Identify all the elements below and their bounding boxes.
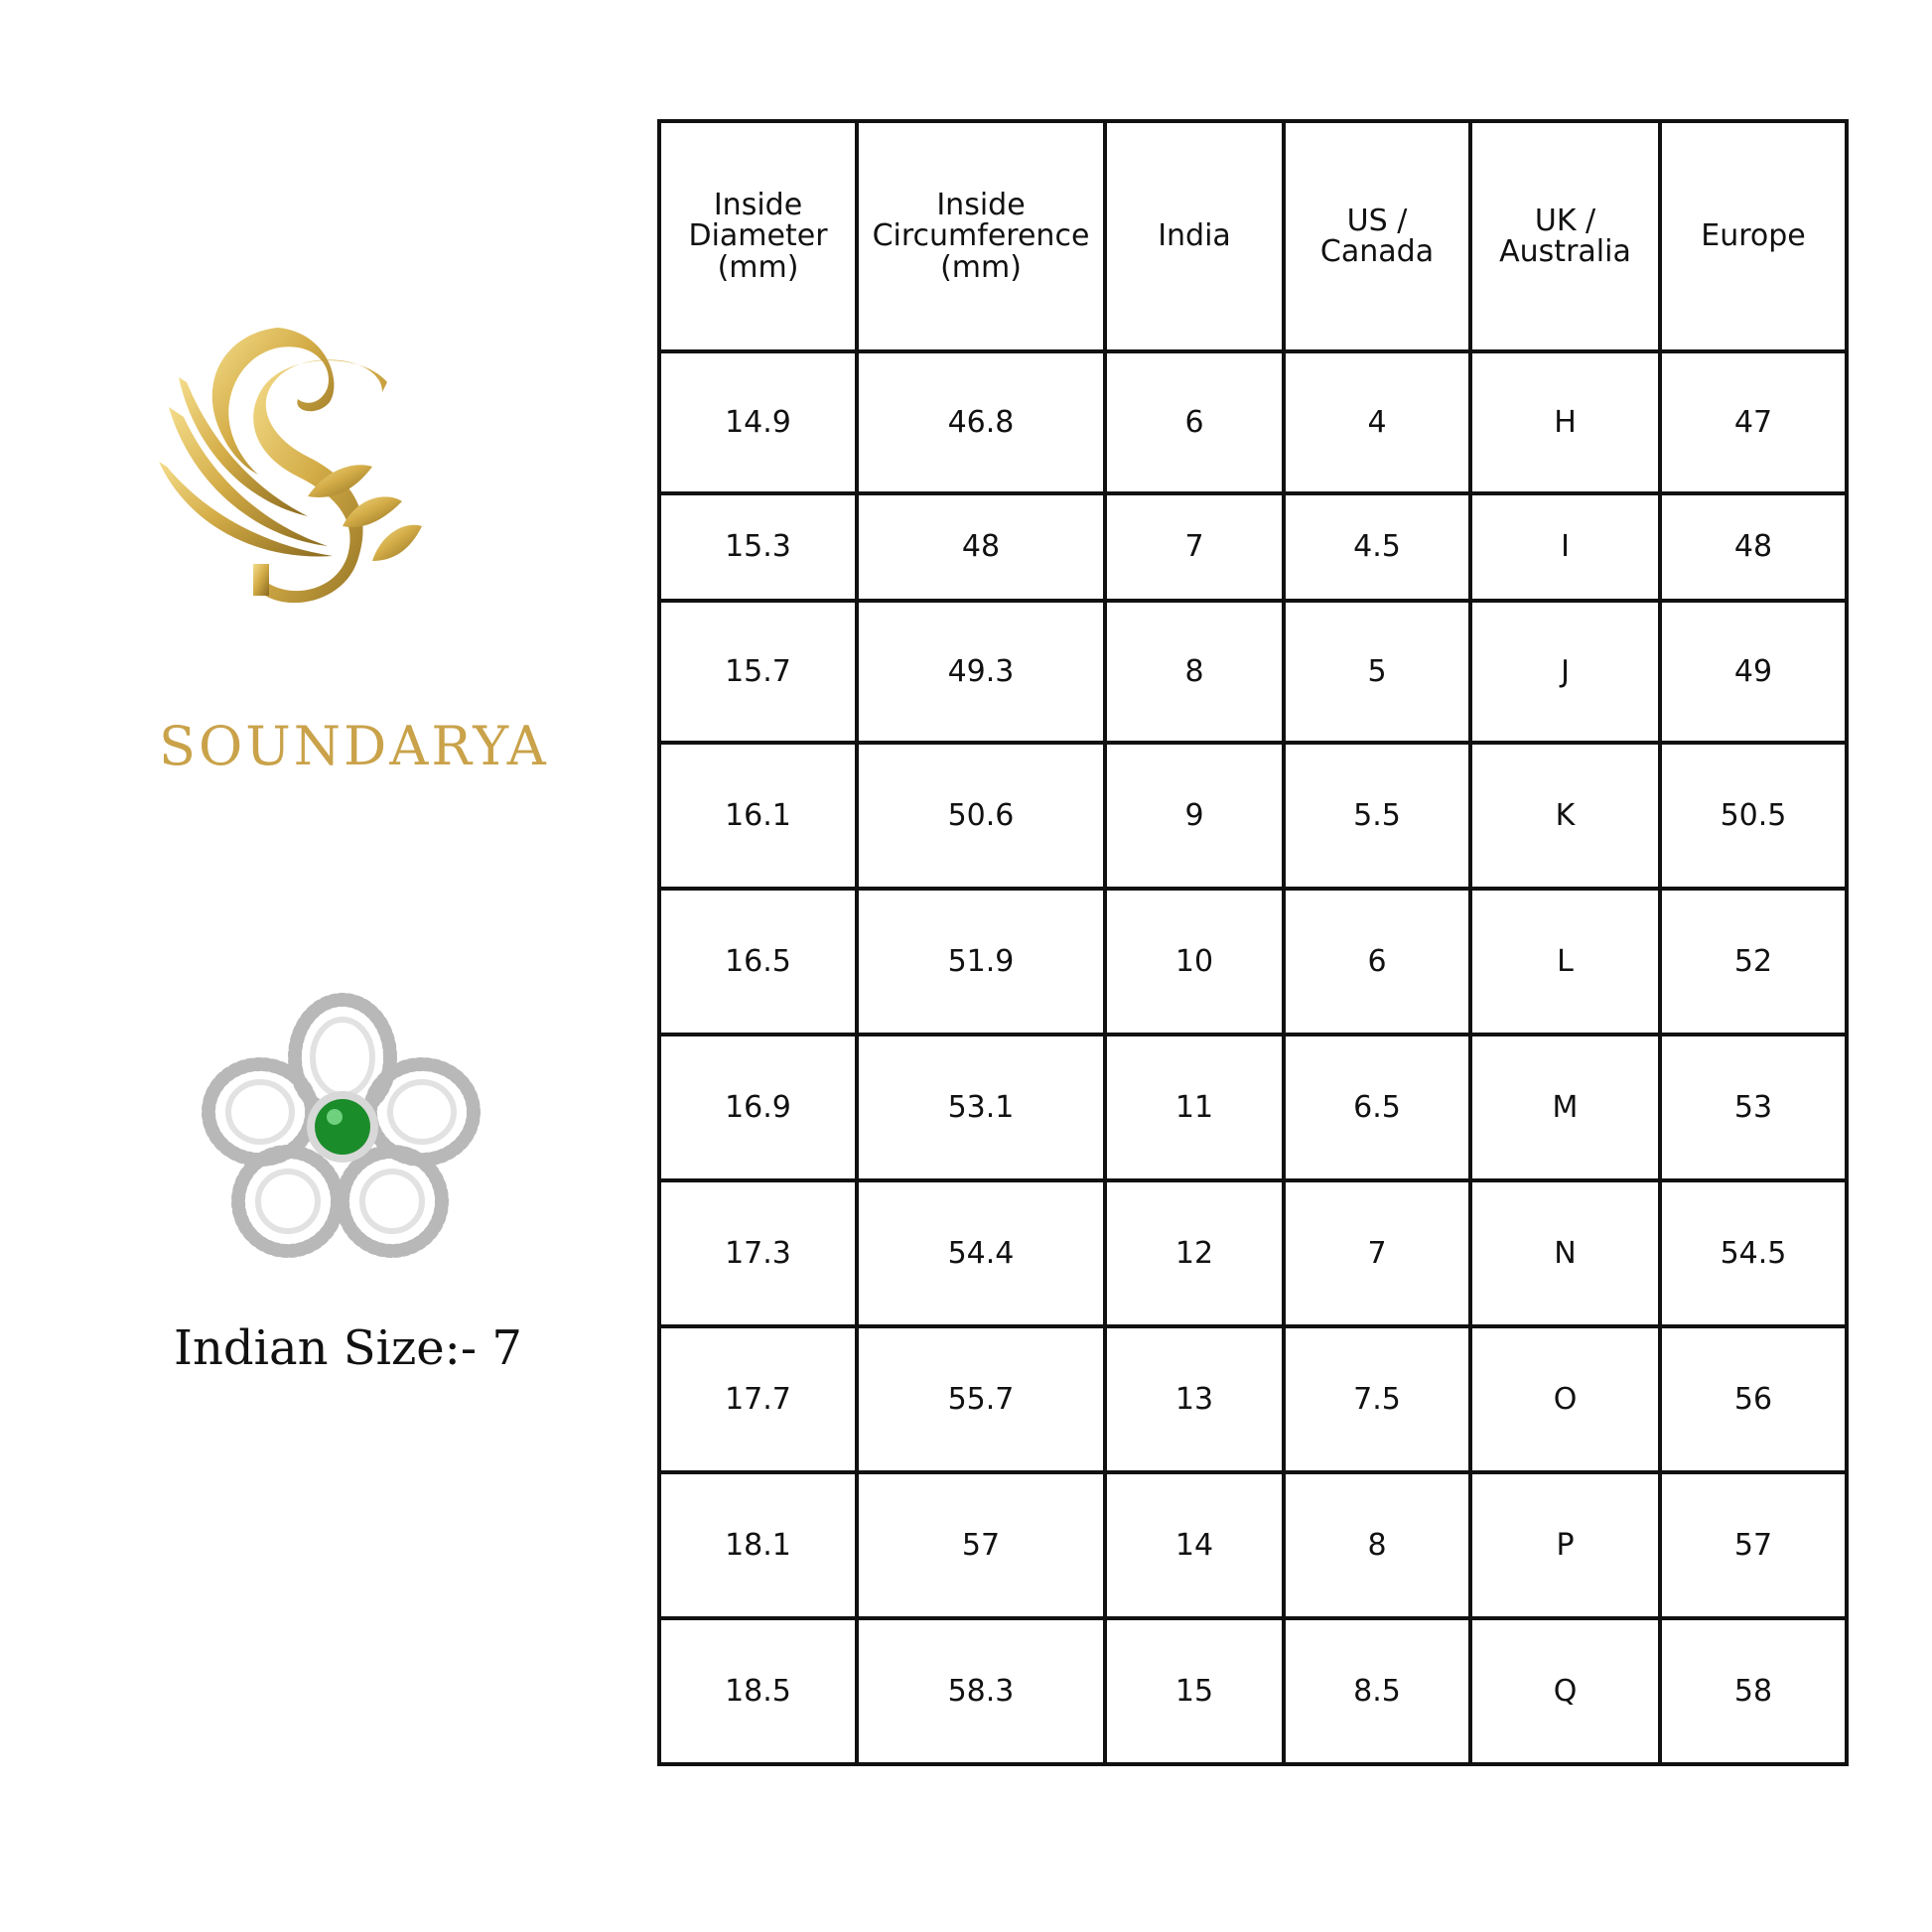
cell: 50.6	[857, 743, 1105, 889]
cell: 58.3	[857, 1618, 1105, 1764]
ring-image	[199, 988, 486, 1271]
header-inside-diameter: Inside Diameter (mm)	[659, 121, 857, 351]
cell: 18.5	[659, 1618, 857, 1764]
cell: 8	[1105, 601, 1284, 743]
cell: 16.1	[659, 743, 857, 889]
cell: 4	[1284, 351, 1470, 493]
cell: 5	[1284, 601, 1470, 743]
emerald-stone	[315, 1099, 370, 1155]
header-inside-circumference: Inside Circumference (mm)	[857, 121, 1105, 351]
table-header-row	[659, 121, 1847, 351]
header-uk-australia: UK / Australia	[1470, 121, 1660, 351]
table-row	[659, 1326, 1847, 1472]
table-row	[659, 889, 1847, 1035]
cell: 6	[1105, 351, 1284, 493]
cell: 54.5	[1660, 1180, 1847, 1326]
cell: 11	[1105, 1035, 1284, 1180]
cell: 18.1	[659, 1472, 857, 1618]
cell: L	[1470, 889, 1660, 1035]
cell: 57	[1660, 1472, 1847, 1618]
cell: J	[1470, 601, 1660, 743]
cell: 6	[1284, 889, 1470, 1035]
cell: 9	[1105, 743, 1284, 889]
cell: 57	[857, 1472, 1105, 1618]
cell: 55.7	[857, 1326, 1105, 1472]
cell: 14	[1105, 1472, 1284, 1618]
cell: 54.4	[857, 1180, 1105, 1326]
cell: 15.7	[659, 601, 857, 743]
cell: I	[1470, 493, 1660, 601]
ring-size-table	[657, 119, 1849, 1766]
cell: Q	[1470, 1618, 1660, 1764]
cell: 49	[1660, 601, 1847, 743]
brand-logo	[159, 318, 457, 675]
table-row	[659, 1035, 1847, 1180]
cell: 53	[1660, 1035, 1847, 1180]
table-row	[659, 351, 1847, 493]
cell: 7	[1284, 1180, 1470, 1326]
cell: 5.5	[1284, 743, 1470, 889]
cell: 7	[1105, 493, 1284, 601]
cell: 14.9	[659, 351, 857, 493]
cell: 48	[857, 493, 1105, 601]
cell: 6.5	[1284, 1035, 1470, 1180]
cell: 49.3	[857, 601, 1105, 743]
cell: 8	[1284, 1472, 1470, 1618]
cell: 17.3	[659, 1180, 857, 1326]
cell: P	[1470, 1472, 1660, 1618]
cell: 7.5	[1284, 1326, 1470, 1472]
cell: O	[1470, 1326, 1660, 1472]
header-india: India	[1105, 121, 1284, 351]
cell: 13	[1105, 1326, 1284, 1472]
table-row	[659, 601, 1847, 743]
table-row	[659, 743, 1847, 889]
indian-size-label: Indian Size:- 7	[174, 1320, 522, 1376]
cell: 56	[1660, 1326, 1847, 1472]
cell: K	[1470, 743, 1660, 889]
cell: 15.3	[659, 493, 857, 601]
cell: 51.9	[857, 889, 1105, 1035]
table-row	[659, 1180, 1847, 1326]
header-europe: Europe	[1660, 121, 1847, 351]
cell: 4.5	[1284, 493, 1470, 601]
cell: 17.7	[659, 1326, 857, 1472]
brand-name: SOUNDARYA	[159, 715, 549, 777]
table-row	[659, 1472, 1847, 1618]
header-us-canada: US / Canada	[1284, 121, 1470, 351]
cell: 15	[1105, 1618, 1284, 1764]
cell: 48	[1660, 493, 1847, 601]
cell: 53.1	[857, 1035, 1105, 1180]
cell: 16.5	[659, 889, 857, 1035]
cell: 58	[1660, 1618, 1847, 1764]
table-row	[659, 493, 1847, 601]
cell: 50.5	[1660, 743, 1847, 889]
cell: H	[1470, 351, 1660, 493]
cell: 16.9	[659, 1035, 857, 1180]
cell: 46.8	[857, 351, 1105, 493]
cell: 52	[1660, 889, 1847, 1035]
cell: M	[1470, 1035, 1660, 1180]
cell: 12	[1105, 1180, 1284, 1326]
table-row	[659, 1618, 1847, 1764]
cell: 10	[1105, 889, 1284, 1035]
cell: 47	[1660, 351, 1847, 493]
cell: N	[1470, 1180, 1660, 1326]
cell: 8.5	[1284, 1618, 1470, 1764]
